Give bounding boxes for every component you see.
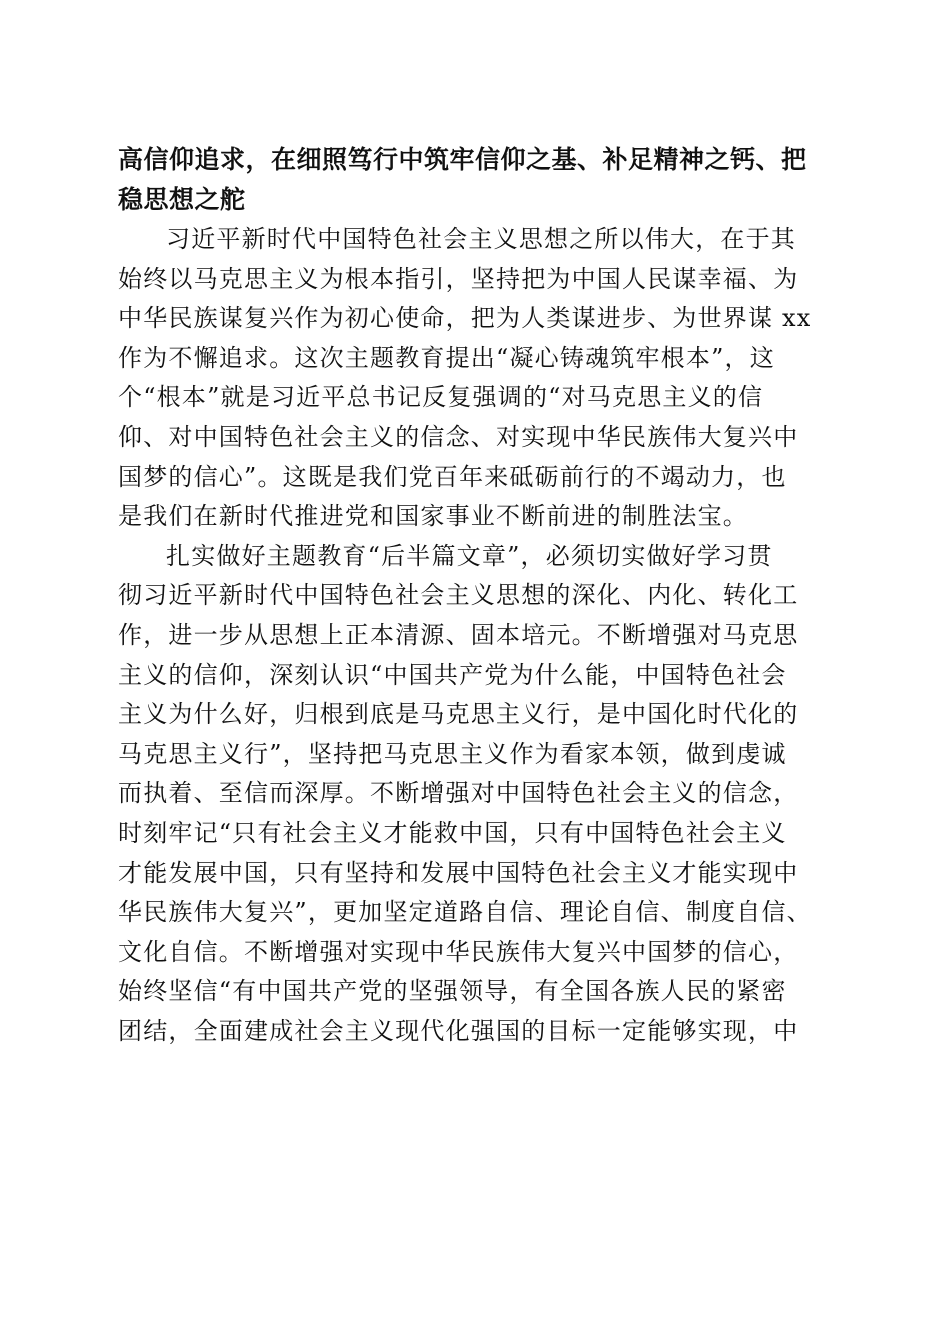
- paragraph-line: 始终以马克思主义为根本指引，坚持把为中国人民谋幸福、为: [118, 264, 799, 293]
- paragraph-line: 团结，全面建成社会主义现代化强国的目标一定能够实现，中: [118, 1016, 799, 1045]
- paragraph-line: 中华民族谋复兴作为初心使命，把为人类谋进步、为世界谋 xx: [118, 304, 812, 333]
- paragraph-line: 作，进一步从思想上正本清源、固本培元。不断增强对马克思: [118, 620, 799, 649]
- paragraph-line: 主义为什么好，归根到底是马克思主义行，是中国化时代化的: [118, 700, 799, 729]
- paragraph-line: 仰、对中国特色社会主义的信念、对实现中华民族伟大复兴中: [118, 422, 799, 451]
- paragraph-line: 文化自信。不断增强对实现中华民族伟大复兴中国梦的信心，: [118, 937, 799, 966]
- paragraph-line: 彻习近平新时代中国特色社会主义思想的深化、内化、转化工: [118, 581, 799, 610]
- paragraph-line: 作为不懈追求。这次主题教育提出“凝心铸魂筑牢根本”，这: [118, 343, 775, 372]
- document-body: [118, 140, 838, 1051]
- paragraph-line: 扎实做好主题教育“后半篇文章”，必须切实做好学习贯: [166, 541, 773, 570]
- paragraph-line: 主义的信仰，深刻认识“中国共产党为什么能，中国特色社会: [118, 660, 787, 689]
- section-heading: [118, 140, 838, 220]
- paragraph-line: 习近平新时代中国特色社会主义思想之所以伟大，在于其: [166, 225, 796, 253]
- paragraph-line: 始终坚信“有中国共产党的坚强领导，有全国各族人民的紧密: [118, 977, 787, 1006]
- paragraph-line: 时刻牢记“只有社会主义才能救中国，只有中国特色社会主义: [118, 818, 787, 847]
- paragraph-line: 华民族伟大复兴”，更加坚定道路自信、理论自信、制度自信、: [118, 898, 812, 927]
- paragraph-line: 国梦的信心”。这既是我们党百年来砥砺前行的不竭动力，也: [118, 462, 787, 491]
- heading-line: 高信仰追求，在细照笃行中筑牢信仰之基、补足精神之钙、把: [118, 145, 807, 174]
- paragraph-line: 马克思主义行”，坚持把马克思主义作为看家本领，做到虔诚: [118, 739, 787, 768]
- paragraph-line: 而执着、至信而深厚。不断增强对中国特色社会主义的信念，: [118, 779, 799, 808]
- heading-line: 稳思想之舵: [118, 185, 246, 214]
- paragraph-line: 是我们在新时代推进党和国家事业不断前进的制胜法宝。: [118, 502, 748, 531]
- paragraph-1: [118, 220, 838, 537]
- paragraph-line: 才能发展中国，只有坚持和发展中国特色社会主义才能实现中: [118, 858, 799, 887]
- paragraph-2: [118, 537, 838, 1052]
- paragraph-line: 个“根本”就是习近平总书记反复强调的“对马克思主义的信: [118, 383, 764, 412]
